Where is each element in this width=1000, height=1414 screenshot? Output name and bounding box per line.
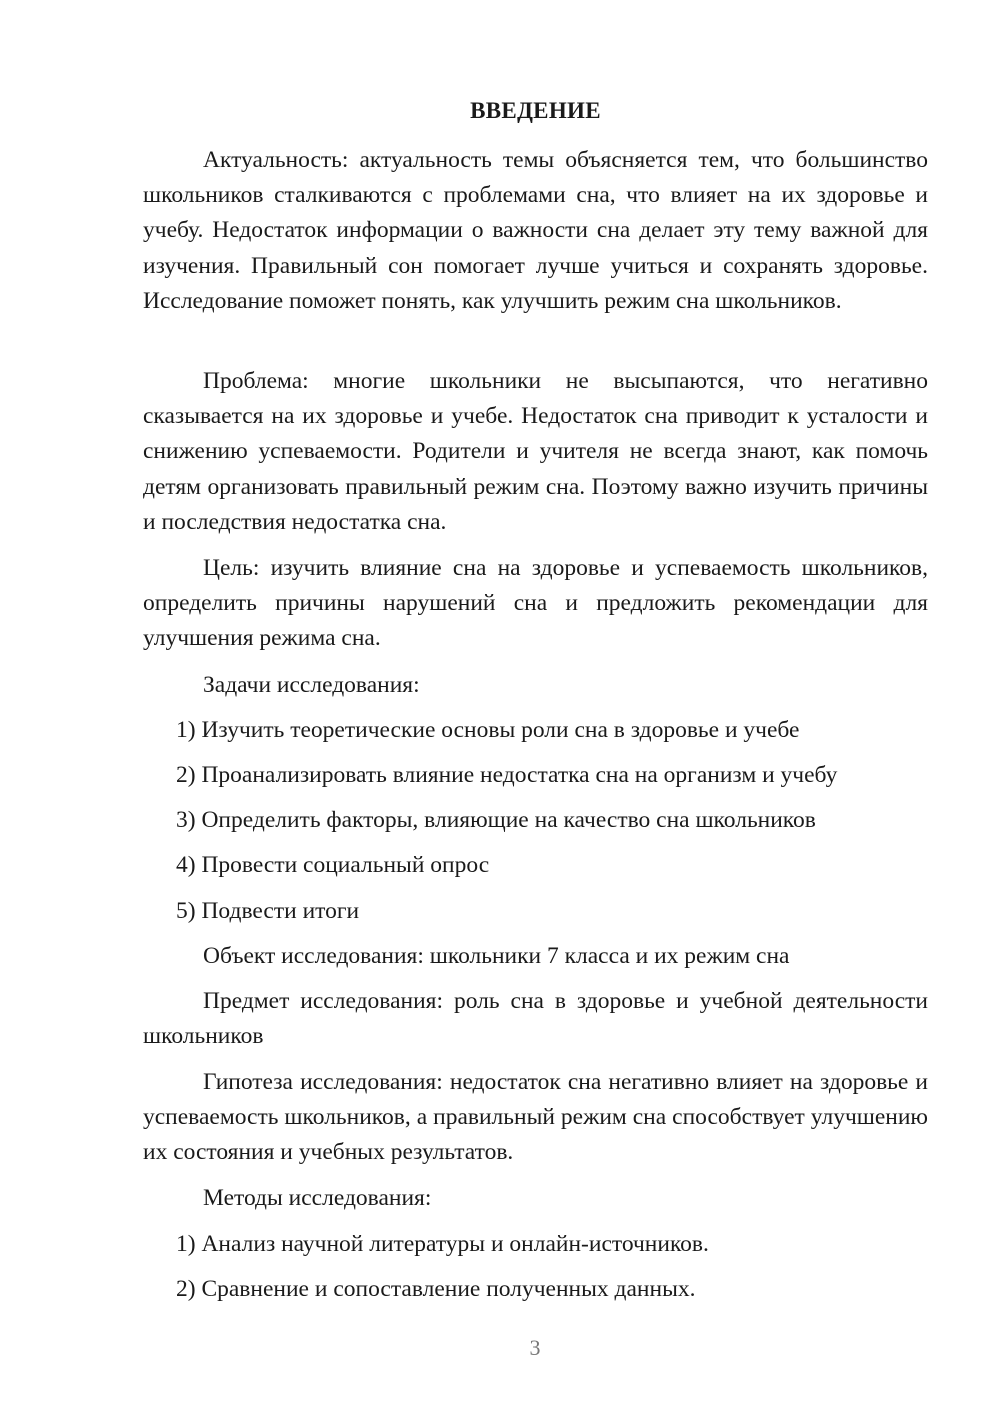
- method-item: 1) Анализ научной литературы и онлайн-источников.: [176, 1231, 709, 1257]
- method-item: 2) Сравнение и сопоставление полученных данных.: [176, 1276, 696, 1302]
- page-number: 3: [529, 1335, 541, 1360]
- tasks-title: Задачи исследования:: [203, 672, 420, 698]
- task-item: 1) Изучить теоретические основы роли сна в здоровье и учебе: [176, 717, 800, 743]
- hypothesis-paragraph: Гипотеза исследования: недостаток сна негативно влияет на здоровье и успеваемость школьников, а правильный режим сна способствует улучшению их состояния и учебных результатов.: [143, 1069, 928, 1166]
- goal-paragraph: Цель: изучить влияние сна на здоровье и успеваемость школьников, определить причины нарушений сна и предложить рекомендации для улучшения режима сна.: [143, 555, 928, 652]
- task-item: 5) Подвести итоги: [176, 898, 360, 924]
- object-paragraph: Объект исследования: школьники 7 класса и их режим сна: [203, 943, 790, 969]
- methods-title: Методы исследования:: [203, 1185, 432, 1211]
- relevance-paragraph: Актуальность: актуальность темы объясняется тем, что большинство школьников сталкиваются с проблемами сна, что влияет на их здоровье и учебу. Недостаток информации о важности сна делает эту тему важной для изучения. Правильный сон помогает лучше учиться и сохранять здоровье. Исследование поможет понять, как улучшить режим сна школьников.: [143, 147, 928, 314]
- task-item: 4) Провести социальный опрос: [176, 852, 490, 878]
- task-item: 2) Проанализировать влияние недостатка сна на организм и учебу: [176, 762, 838, 788]
- subject-paragraph: Предмет исследования: роль сна в здоровье и учебной деятельности школьников: [143, 988, 928, 1050]
- task-item: 3) Определить факторы, влияющие на качество сна школьников: [176, 807, 816, 833]
- section-heading: ВВЕДЕНИЕ: [470, 98, 601, 123]
- problem-paragraph: Проблема: многие школьники не высыпаются, что негативно сказывается на их здоровье и учебе. Недостаток сна приводит к усталости и снижению успеваемости. Родители и учителя не всегда знают, как помочь детям организовать правильный режим сна. Поэтому важно изучить причины и последствия недостатка сна.: [143, 368, 928, 535]
